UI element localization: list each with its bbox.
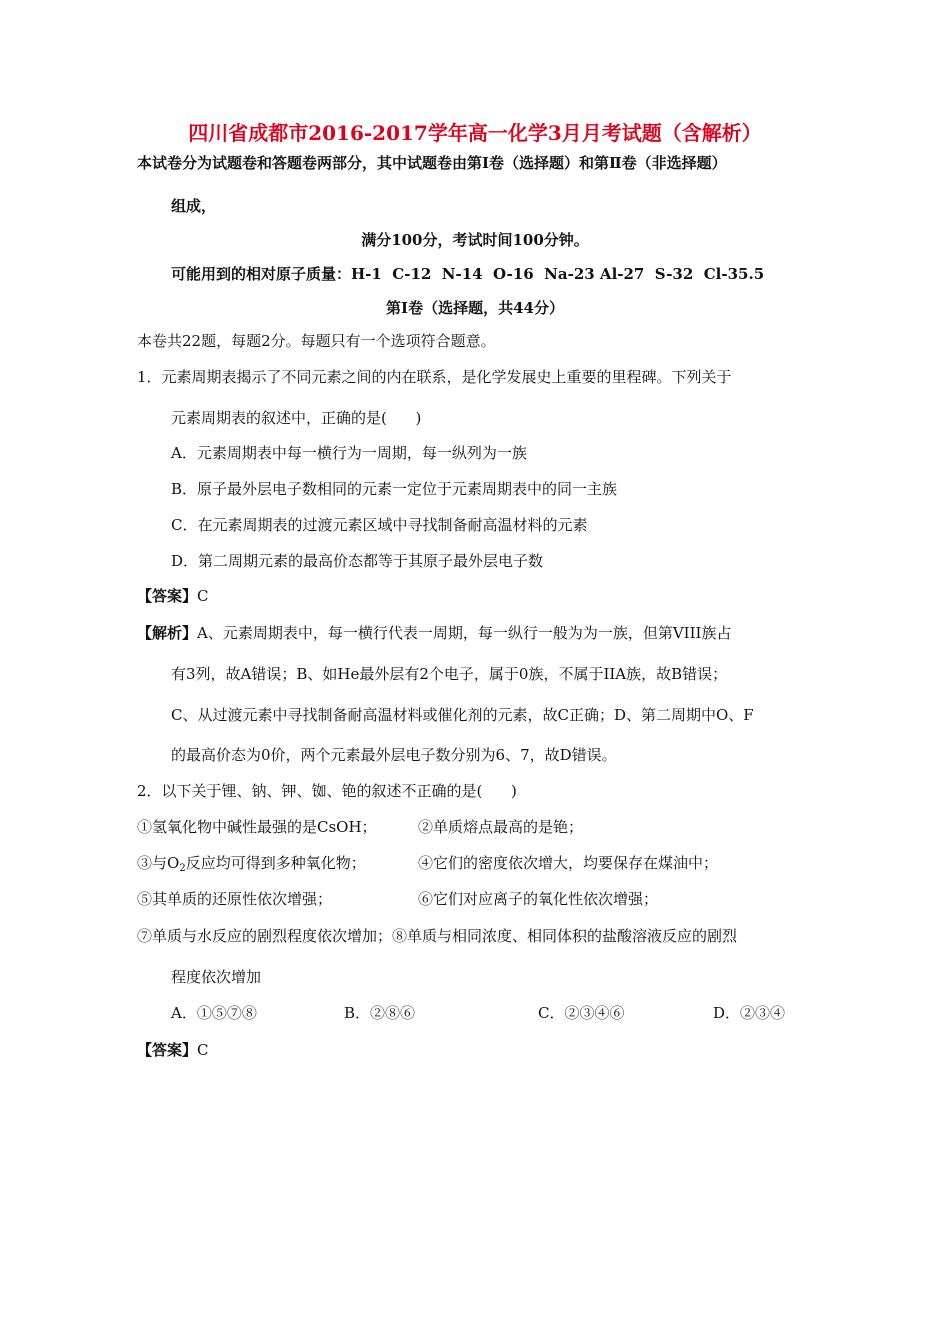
q2-option-a: A．①⑤⑦⑧ [171, 1004, 257, 1022]
q1-analysis-line-2: 有3列，故A错误；B、如He最外层有2个电子，属于0族，不属于IIA族，故B错误； [171, 665, 728, 683]
section-instructions: 本卷共22题，每题2分。每题只有一个选项符合题意。 [137, 332, 496, 350]
q1-analysis-line-1 [137, 623, 731, 643]
q2-statement-5: ⑤其单质的还原性依次增强； [137, 890, 333, 908]
section-heading: 第Ⅰ卷（选择题，共44分） [386, 299, 564, 317]
s3-part-b: 反应均可得到多种氧化物； [185, 854, 366, 872]
q1-option-b: B．原子最外层电子数相同的元素一定位于元素周期表中的同一主族 [171, 480, 618, 498]
q2-answer [137, 1040, 209, 1060]
q1-option-d: D．第二周期元素的最高价态都等于其原子最外层电子数 [171, 552, 544, 570]
q2-statement-3 [137, 853, 366, 873]
q1-option-c: C．在元素周期表的过渡元素区域中寻找制备耐高温材料的元素 [171, 516, 588, 534]
score-time-note: 满分100分，考试时间100分钟。 [361, 231, 589, 249]
s3-part-a: ③与O [137, 854, 180, 872]
q2-stem: 2．以下关于锂、钠、钾、铷、铯的叙述不正确的是( ) [137, 782, 517, 800]
atomic-masses: 可能用到的相对原子质量：H-1 C-12 N-14 O-16 Na-23 Al-27 S-32 Cl-35.5 [171, 265, 765, 283]
q2-statement-6: ⑥它们对应离子的氧化性依次增强； [418, 890, 659, 908]
s3-subscript: 2 [179, 863, 186, 874]
q2-statement-8-cont: 程度依次增加 [171, 968, 262, 986]
q1-answer [137, 586, 209, 606]
document-title: 四川省成都市2016-2017学年高一化学3月月考试题（含解析） [188, 121, 762, 145]
q1-analysis-line-4: 的最高价态为0价，两个元素最外层电子数分别为6、7，故D错误。 [171, 746, 617, 764]
q1-option-a: A．元素周期表中每一横行为一周期，每一纵列为一族 [171, 444, 527, 462]
q2-statement-7-8: ⑦单质与水反应的剧烈程度依次增加；⑧单质与相同浓度、相同体积的盐酸溶液反应的剧烈 [137, 927, 738, 945]
q2-statement-4: ④它们的密度依次增大，均要保存在煤油中； [418, 854, 719, 872]
q2-statement-1: ①氢氧化物中碱性最强的是CsOH； [137, 818, 377, 836]
q1-analysis-line-3: C、从过渡元素中寻找制备耐高温材料或催化剂的元素，故C正确；D、第二周期中O、F [171, 706, 754, 724]
q1-stem-line-1: 1．元素周期表揭示了不同元素之间的内在联系，是化学发展史上重要的里程碑。下列关于 [137, 368, 732, 386]
q2-option-b: B．②⑧⑥ [344, 1004, 416, 1022]
analysis-text: A、元素周期表中，每一横行代表一周期，每一纵行一般为为一族，但第VIII族占 [197, 624, 732, 642]
answer-value: C [197, 587, 209, 605]
q1-stem-line-2: 元素周期表的叙述中，正确的是( ) [171, 409, 422, 427]
q2-option-c: C．②③④⑥ [538, 1004, 625, 1022]
q2-statement-2: ②单质熔点最高的是铯； [418, 818, 584, 836]
q2-option-d: D．②③④ [713, 1004, 786, 1022]
analysis-label: 【解析】 [137, 624, 198, 642]
answer-value: C [197, 1041, 209, 1059]
intro-line-2: 组成， [171, 197, 217, 215]
answer-label: 【答案】 [137, 1041, 198, 1059]
intro-line-1: 本试卷分为试题卷和答题卷两部分，其中试题卷由第Ⅰ卷（选择题）和第Ⅱ卷（非选择题） [137, 154, 727, 172]
answer-label: 【答案】 [137, 587, 198, 605]
